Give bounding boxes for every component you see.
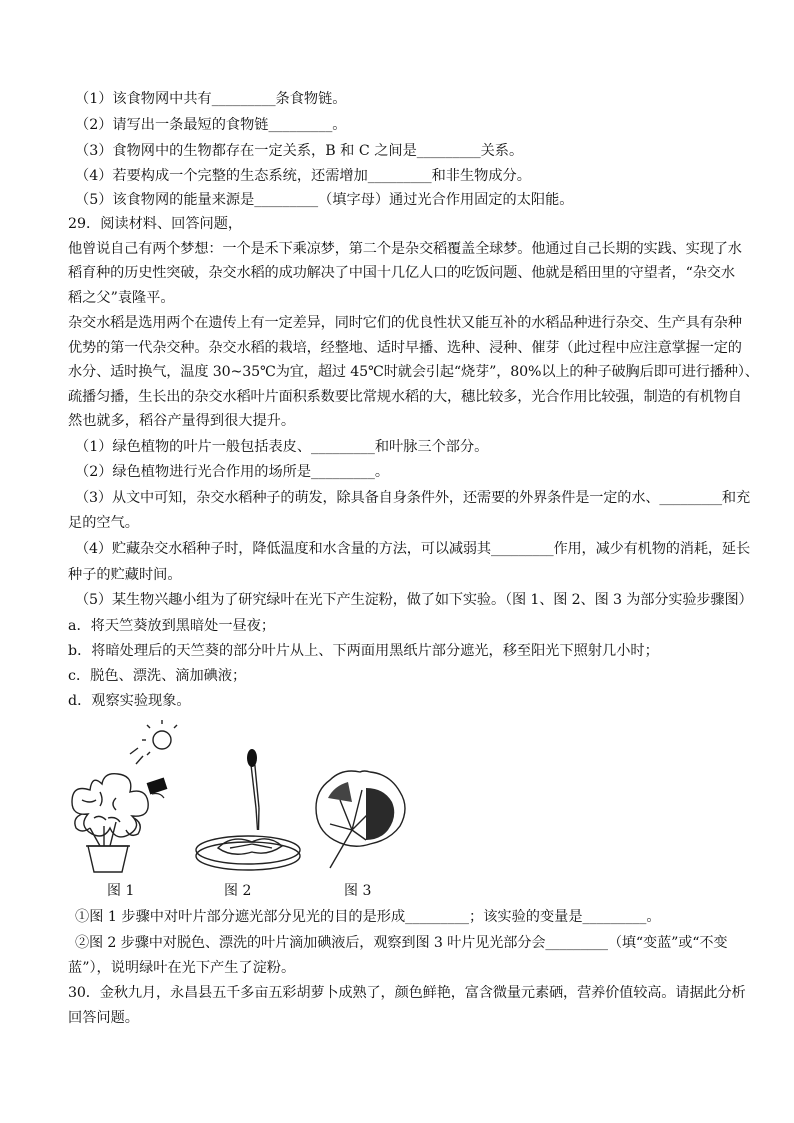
- q29-para1-line1: 他曾说自己有两个梦想：一个是禾下乘凉梦，第二个是杂交稻覆盖全球梦。他通过自己长期的实践、实现了水: [68, 241, 742, 257]
- q29-fig-question1: ①图 1 步骤中对叶片部分遮光部分见光的目的是形成_________；该实验的变量是_________。: [75, 909, 661, 925]
- q29-sub3-line1: （3）从文中可知，杂交水稻种子的萌发，除具备自身条件外，还需要的外界条件是一定的水、_________和充: [75, 490, 750, 506]
- figure3-caption: 图 3: [344, 883, 372, 899]
- q29-step-c: c．脱色、漂洗、滴加碘液；: [68, 668, 247, 684]
- q29-para2-line1: 杂交水稻是选用两个在遗传上有一定差异，同时它们的优良性状又能互补的水稻品种进行杂交、生产具有杂种: [68, 315, 742, 331]
- q29-fig-question2-line1: ②图 2 步骤中对脱色、漂洗的叶片滴加碘液后，观察到图 3 叶片见光部分会_________（填“变蓝”或“不变: [75, 935, 728, 951]
- q29-step-d: d．观察实验现象。: [68, 693, 191, 709]
- experiment-figures: [60, 718, 460, 898]
- q28-sub2: （2）请写出一条最短的食物链_________。: [75, 117, 347, 133]
- q29-sub1: （1）绿色植物的叶片一般包括表皮、_________和叶脉三个部分。: [75, 439, 489, 455]
- q28-sub5: （5）该食物网的能量来源是_________（填字母）通过光合作用固定的太阳能。: [75, 192, 574, 208]
- q29-step-a: a．将天竺葵放到黑暗处一昼夜；: [68, 618, 276, 634]
- q29-sub4-line1: （4）贮藏杂交水稻种子时，降低温度和水含量的方法，可以减弱其_________作用，减少有机物的消耗，延长: [75, 541, 750, 557]
- figure2-caption: 图 2: [224, 883, 252, 899]
- q29-para1-line2: 稻育种的历史性突破，杂交水稻的成功解决了中国十几亿人口的吃饭问题、他就是稻田里的守望者，“杂交水: [68, 265, 735, 281]
- q29-para1-line3: 稻之父”袁隆平。: [68, 290, 175, 306]
- q29-para2-line4: 疏播匀播，生长出的杂交水稻叶片面积系数要比常规水稻的大，穗比较多，光合作用比较强，制造的有机物自: [68, 389, 742, 405]
- q28-sub3: （3）食物网中的生物都存在一定关系，B 和 C 之间是_________关系。: [75, 143, 524, 159]
- sun-icon: [153, 731, 171, 749]
- figure2-iodine-dish: [190, 748, 310, 878]
- q29-para2-line3: 水分、适时换气，温度 30~35℃为宜，超过 45℃时就会引起“烧芽”，80%以上的种子破胸后即可进行播种）、: [68, 364, 759, 380]
- q29-fig-question2-line2: 蓝”），说明绿叶在光下产生了淀粉。: [68, 960, 296, 976]
- q29-sub5: （5）某生物兴趣小组为了研究绿叶在光下产生淀粉，做了如下实验。（图 1、图 2、图 3 为部分实验步骤图）: [75, 592, 753, 608]
- q29-sub4-line2: 种子的贮藏时间。: [68, 567, 182, 583]
- q29-title: 29．阅读材料、回答问题，: [68, 216, 243, 232]
- figure1-caption: 图 1: [107, 883, 135, 899]
- black-paper: [147, 778, 168, 795]
- q29-para2-line2: 优势的第一代杂交种。杂交水稻的栽培，经整地、适时早播、选种、浸种、催芽（此过程中应注意掌握一定的: [68, 340, 742, 356]
- q29-step-b: b．将暗处理后的天竺葵的部分叶片从上、下两面用黑纸片部分遮光，移至阳光下照射几小时；: [68, 643, 659, 659]
- figure1-potted-plant: [60, 718, 190, 878]
- q29-para2-line5: 然也就多，稻谷产量得到很大提升。: [68, 413, 296, 429]
- q28-sub1: （1）该食物网中共有_________条食物链。: [75, 91, 347, 107]
- q29-sub2: （2）绿色植物进行光合作用的场所是_________。: [75, 464, 390, 480]
- q30-line1: 30．金秋九月，永昌县五千多亩五彩胡萝卜成熟了，颜色鲜艳，富含微量元素硒，营养价值较高。请据此分析: [68, 985, 746, 1001]
- figure3-stained-leaf: [308, 758, 418, 878]
- q30-line2: 回答问题。: [68, 1010, 139, 1026]
- q29-sub3-line2: 足的空气。: [68, 515, 139, 531]
- q28-sub4: （4）若要构成一个完整的生态系统，还需增加_________和非生物成分。: [75, 168, 531, 184]
